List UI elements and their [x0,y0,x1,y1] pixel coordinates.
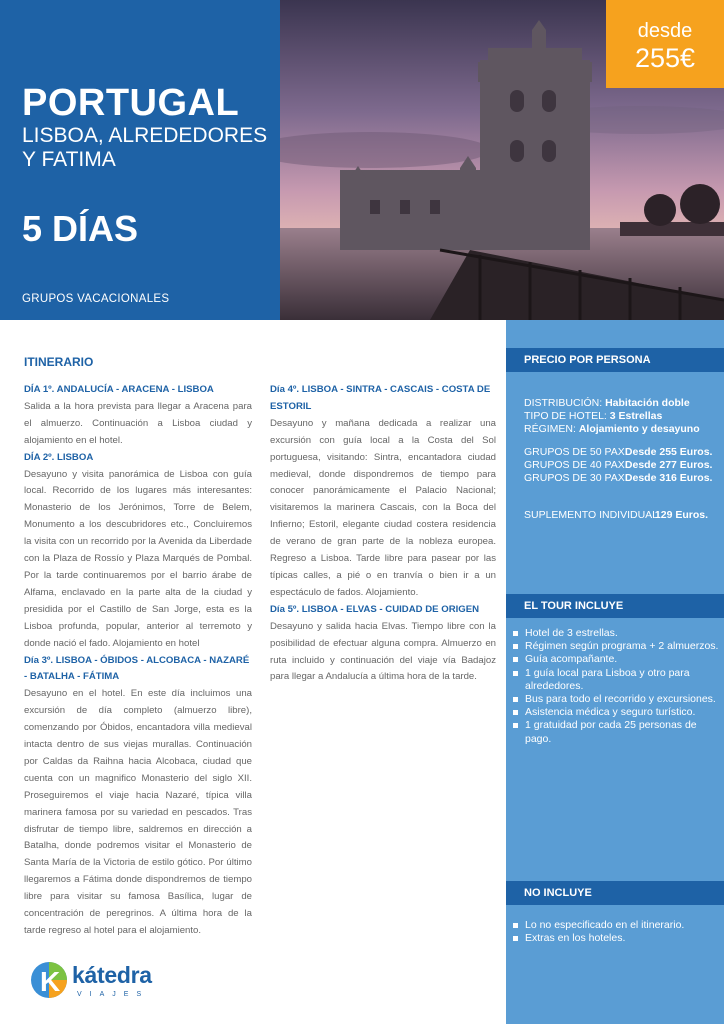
group-price-row [524,446,720,459]
group-label: GRUPOS DE 40 PAX. [524,459,628,471]
not-included-list [512,919,722,945]
itinerary-column-left [24,382,252,940]
list-item: Asistencia médica y seguro turístico. [512,706,722,719]
group-price-row [524,472,720,485]
price-badge [606,0,724,88]
price-per-person-heading: PRECIO POR PERSONA [506,348,724,372]
list-item: Régimen según programa + 2 almuerzos. [512,640,722,653]
header-panel [0,0,280,320]
list-item: Extras en los hoteles. [512,932,722,945]
hotel-type-label: TIPO DE HOTEL: [524,410,607,422]
svg-text:K: K [40,966,61,997]
katedra-logo [28,958,198,1008]
day-4-text: Desayuno y mañana dedicada a realizar una excursión con guía local a la Costa del Sol portuguesa, visitando: Sintra, encantadora ciudad medieval, donde dispondremos de tiempo para conocer panorámicamente el Palacio Nacional; visitaremos la marinera Cascais, con la Boca del Infierno; Estoril, elegante ciudad costera residencia de verano de gran parte de la nobleza europea. Regreso a Lisboa. Tarde libre para pasear por las típicas calles, a pié o en tranvía o bien ir a un espectáculo de fados. Alojamiento. [270,417,496,598]
list-item: 1 gratuidad por cada 25 personas de pago. [512,719,722,745]
day-2-text: Desayuno y visita panorámica de Lisboa con guía local. Recorrido de los lugares más interesantes: Monasterio de los Jerónimos, Torre de Belem, Monumento a los descubridores etc., Concluiremos la visita con un recorrido por la Avenida da Liberdade con la Plaza de Rossío y Plaza Marqués de Pombal. Por la tarde continuaremos por el barrio árabe de Alfama, enclavado en la parte alta de la ciudad y presidida por el Castillo de San Jorge, esta es la Lisboa profunda, popular, anterior al terremoto y donde nació el fado. Alojamiento en hotel [24,468,252,649]
hotel-type-value: 3 Estrellas [609,410,663,422]
regime-row [524,423,720,436]
regime-label: RÉGIMEN: [524,423,576,435]
group-label: GRUPOS DE 30 PAX. [524,472,628,484]
distribution-row [524,397,720,410]
supplement-label: SUPLEMENTO INDIVIDUAL. [524,509,661,521]
list-item: Guía acompañante. [512,653,722,666]
price-details [524,397,720,522]
itinerary-heading: ITINERARIO [24,355,94,369]
tour-includes-list [512,627,722,746]
supplement-value: 129 Euros. [654,509,709,521]
logo-wordmark: kátedra [72,962,152,988]
day-3-text: Desayuno en el hotel. En este día incluimos una excursión de día completo (almuerzo libre), comenzando por Óbidos, encantadora villa medieval intacta dentro de sus viejas murallas. Continuación por Caldas da Raihna hacia Alcobaca, ciudad que cuenta con un magnifico Monasterio del siglo XII. Proseguiremos el viaje hacia Nazaré, típica villa marinera famosa por su variedad en pescados. Tras disfrutar de tiempo libre, saldremos en dirección a Batalha, donde podremos visitar el Monasterio de Santa María de la Victoria de estilo gótico. Por último llegaremos a Fátima donde dispondremos de tiempo libre para visitar su famosa Basílica, lugar de concentración de peregrinos. A última hora de la tarde regreso al hotel para el alojamiento. [24,688,252,936]
supplement-row [524,509,720,522]
price-from-label: desde [637,20,693,42]
day-1-text: Salida a la hora prevista para llegar a Aracena para el almuerzo. Continuación a Lisboa ciudad y alojamiento en el hotel. [24,400,252,446]
day-4-title: Día 4º. LISBOA - SINTRA - CASCAIS - COSTA DE ESTORIL [270,384,491,412]
trip-duration: 5 DÍAS [22,208,139,249]
price-from-value: 255€ [634,43,696,73]
logo-tagline: VIAJES [77,991,150,998]
day-3-title: Día 3º. LISBOA - ÓBIDOS - ALCOBACA - NAZARÉ - BATALHA - FÁTIMA [24,654,250,683]
day-1-title: DÍA 1º. ANDALUCÍA - ARACENA - LISBOA [24,384,214,395]
list-item: Lo no especificado en el itinerario. [512,919,722,932]
itinerary-column-right [270,382,496,686]
group-price: Desde 316 Euros. [624,472,713,484]
distribution-value: Habitación doble [605,397,690,409]
hotel-type-row [524,410,720,423]
day-2-title: DÍA 2º. LISBOA [24,451,94,463]
page-title: PORTUGAL [22,82,240,124]
list-item: 1 guía local para Lisboa y otro para alrededores. [512,667,722,693]
katedra-k-icon [28,958,70,1002]
regime-value: Alojamiento y desayuno [578,423,700,435]
day-5-text: Desayuno y salida hacia Elvas. Tiempo libre con la posibilidad de efectuar alguna compra. Almuerzo en ruta incluido y continuación del viaje vía Badajoz para llegar a Andalucía a última hora de la tarde. [270,620,496,683]
tour-includes-heading: EL TOUR INCLUYE [506,594,724,618]
group-type-label: GRUPOS VACACIONALES [22,293,170,305]
list-item: Hotel de 3 estrellas. [512,627,722,640]
group-price: Desde 255 Euros. [624,446,713,458]
day-5-title: Día 5º. LISBOA - ELVAS - CUIDAD DE ORIGEN [270,603,480,615]
page-subtitle: LISBOA, ALREDEDORES Y FATIMA [22,124,268,171]
distribution-label: DISTRIBUCIÓN: [524,397,603,409]
group-price: Desde 277 Euros. [624,459,713,471]
list-item: Bus para todo el recorrido y excursiones. [512,693,722,706]
group-price-row [524,459,720,472]
info-sidebar [506,320,724,1024]
group-label: GRUPOS DE 50 PAX. [524,446,628,458]
not-included-heading: NO INCLUYE [506,881,724,905]
